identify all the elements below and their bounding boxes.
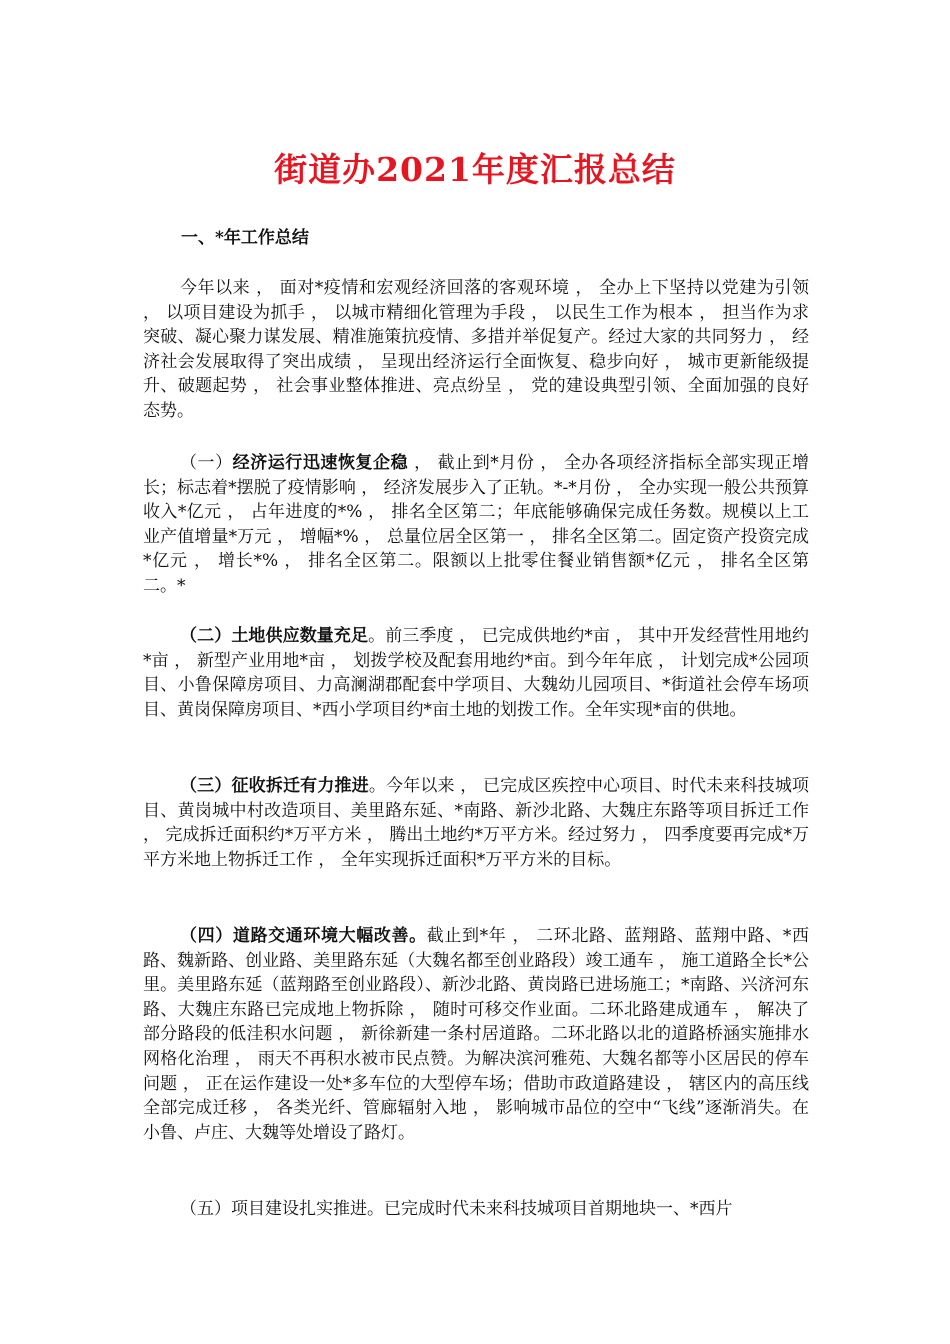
paragraph-project-construction bbox=[143, 1197, 809, 1222]
paragraph-road-traffic bbox=[143, 924, 809, 1145]
paragraph-prefix: （一） bbox=[180, 453, 233, 473]
document-title: 街道办2021年度汇报总结 bbox=[274, 150, 676, 189]
paragraph-body: ， 截止到*月份 ， 全办各项经济指标全部实现正增长；标志着*摆脱了疫情影响 ， 经济发展步入了正轨。*-*月份 ， 全办实现一般公共预算收入*亿元 ， 占年进度的*% ， 排名全区第二；年底能够确保完成任务数。规模以上工业产值增量*万元 ， 增幅*% ， 总量位居全区第一 ， 排名全区第二。固定资产投资完成*亿元 ， 增长*% ， 排名全区第二。限额以上批零住餐业销售额*亿元 ， 排名全区第二。* bbox=[143, 453, 810, 596]
paragraph-body: 。今年以来 ， 已完成区疾控中心项目、时代未来科技城项目、黄岗城中村改造项目、美里路东延、*南路、新沙北路、大魏庄东路等项目拆迁工作 ， 完成拆迁面积约*万平方米 ， 腾出土地约*万平方米。经过努力 ， 四季度要再完成*万平方米地上物拆迁工作 ， 全年实现拆迁面积*万平方米的目标。 bbox=[143, 776, 810, 870]
paragraph-land-supply bbox=[143, 624, 809, 722]
paragraph-lead: 土地供应数量充足 bbox=[231, 626, 369, 646]
paragraph-lead: 征收拆迁有力推进 bbox=[231, 776, 369, 796]
paragraph-body: 项目建设扎实推进。已完成时代未来科技城项目首期地块一、*西片 bbox=[231, 1199, 733, 1219]
paragraph-body: 。前三季度 ， 已完成供地约*亩 ， 其中开发经营性用地约*亩 ， 新型产业用地*亩 ， 划拨学校及配套用地约*亩。到今年年底 ， 计划完成*公园项目、小鲁保障房项目、力高澜湖郡配套中学项目、大魏幼儿园项目、*街道社会停车场项目、黄岗保障房项目、*西小学项目约*亩土地的划拨工作。全年实现*亩的供地。 bbox=[143, 626, 810, 720]
paragraph-prefix: （五） bbox=[180, 1199, 231, 1219]
paragraph-prefix: （四） bbox=[180, 926, 233, 946]
paragraph-body: 截止到*年 ， 二环北路、蓝翔路、蓝翔中路、*西路、魏新路、创业路、美里路东延（大魏名都至创业路段）竣工通车 ， 施工道路全长*公里。美里路东延（蓝翔路至创业路段）、新沙北路、黄岗路已进场施工；*南路、兴济河东路、大魏庄东路已完成地上物拆除 ， 随时可移交作业面。二环北路建成通车 ， 解决了部分路段的低洼积水问题 ， 新徐新建一条村居道路。二环北路以北的道路桥涵实施排水网格化治理 ， 雨天不再积水被市民点赞。为解决滨河雅苑、大魏名都等小区居民的停车问题 ， 正在运作建设一处*多车位的大型停车场；借助市政道路建设 ， 辖区内的高压线全部完成迁移 ， 各类光纤、管廊辐射入地 ， 影响城市品位的空中“飞线”逐渐消失。在小鲁、卢庄、大魏等处增设了路灯。 bbox=[143, 926, 810, 1143]
section-heading: 一、*年工作总结 bbox=[181, 228, 309, 248]
paragraph-lead: 道路交通环境大幅改善。 bbox=[232, 926, 427, 946]
paragraph-prefix: （二） bbox=[180, 626, 232, 646]
intro-paragraph: 今年以来 ， 面对*疫情和宏观经济回落的客观环境 ， 全办上下坚持以党建为引领 ， 以项目建设为抓手 ， 以城市精细化管理为手段 ， 以民生工作为根本 ， 担当作为求突破、凝心聚力谋发展、精准施策抗疫情、多措并举促复产。经过大家的共同努力 ， 经济社会发展取得了突出成绩 ， 呈现出经济运行全面恢复、稳步向好 ， 城市更新能级提升、破题起势 ， 社会事业整体推进、亮点纷呈 ， 党的建设典型引领、全面加强的良好态势。 bbox=[143, 278, 809, 421]
paragraph-lead: 经济运行迅速恢复企稳 bbox=[232, 453, 409, 473]
paragraph-prefix: （三） bbox=[180, 776, 232, 796]
paragraph-economy bbox=[143, 451, 809, 599]
paragraph-demolition bbox=[143, 774, 809, 872]
